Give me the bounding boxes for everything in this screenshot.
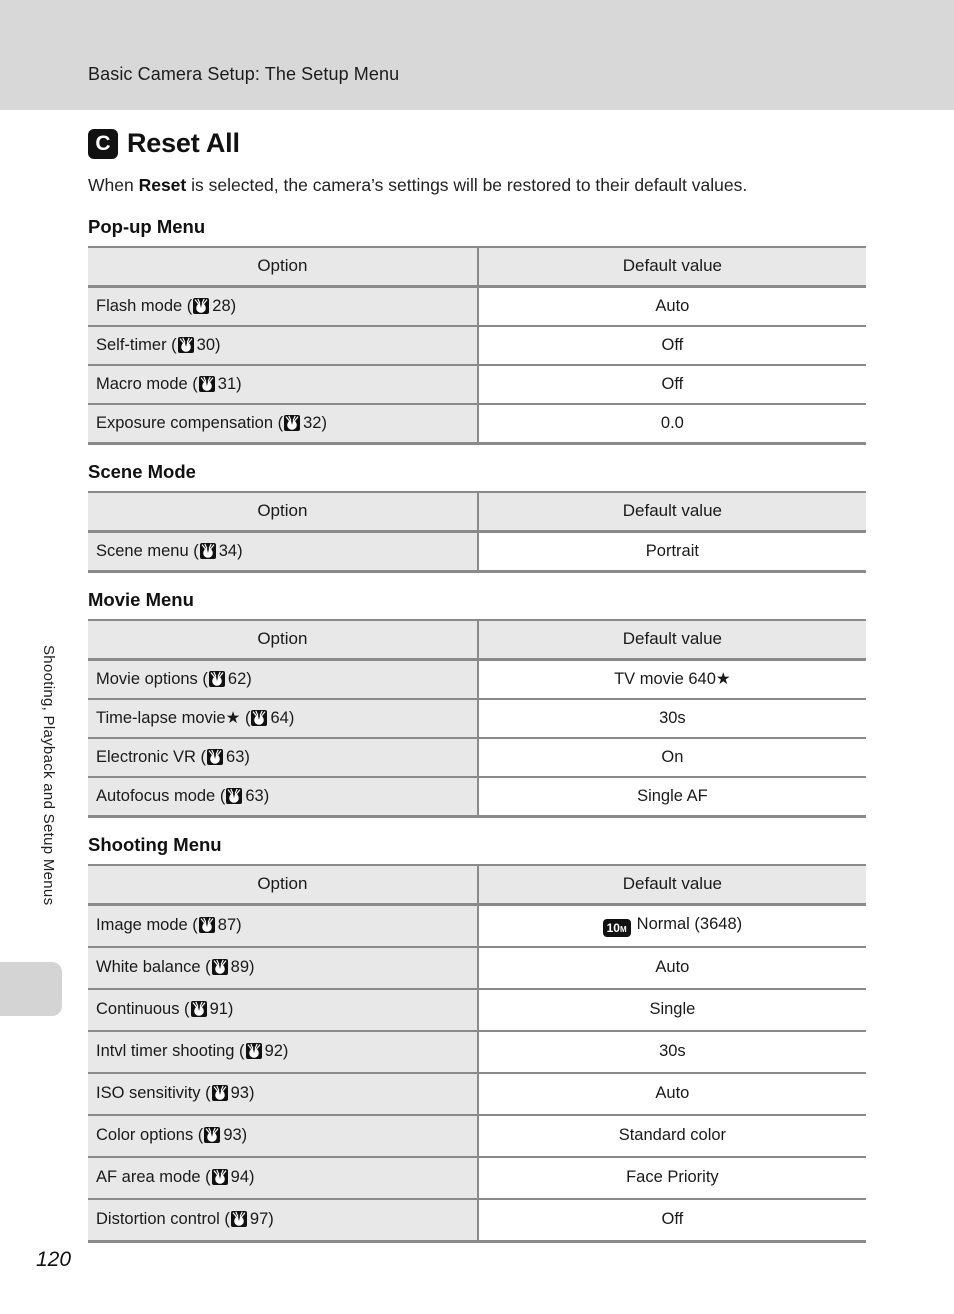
value-cell: [478, 738, 866, 777]
section-heading: Scene Mode: [88, 460, 196, 482]
option-label-suffix: ): [236, 374, 242, 393]
option-cell: [88, 699, 478, 738]
section-heading: Pop-up Menu: [88, 215, 206, 237]
value-text: Auto: [655, 958, 690, 976]
table-row: [88, 659, 866, 699]
option-cell: [88, 1031, 478, 1073]
option-label: Image mode (: [96, 916, 198, 934]
table-row: [88, 989, 866, 1031]
table-row: [88, 1073, 866, 1115]
page-ref-book-icon: [193, 298, 209, 314]
option-label-suffix: ): [282, 1042, 289, 1060]
option-cell: [88, 1157, 478, 1199]
defaults-table: [88, 619, 866, 818]
intro-prefix: When: [88, 175, 139, 195]
value-text: Standard color: [618, 1126, 727, 1144]
intro-bold-reset: Reset: [138, 175, 187, 195]
value-text: Face Priority: [626, 1168, 719, 1186]
option-cell: [88, 989, 478, 1031]
table-head: [88, 620, 866, 660]
table-body: [88, 904, 866, 1241]
table-head: [88, 247, 866, 287]
option-label-suffix: ): [263, 786, 270, 805]
image-mode-10m-icon: [603, 919, 631, 937]
page-number-ref: 63: [245, 786, 264, 805]
defaults-table: [88, 864, 866, 1243]
option-cell: [88, 365, 478, 404]
option-label-suffix: ): [246, 669, 252, 688]
option-label-suffix: ): [236, 916, 242, 934]
page-title: Reset All: [127, 128, 240, 158]
page-number-ref: 93: [230, 1084, 249, 1102]
option-label: Continuous (: [96, 1000, 190, 1018]
page-ref-book-icon: [199, 917, 215, 933]
page-ref-book-icon: [199, 376, 215, 392]
option-cell: [88, 404, 478, 444]
page-ref-book-icon: [212, 1169, 228, 1185]
value-cell: [478, 1073, 866, 1115]
option-label-suffix: ): [249, 958, 255, 976]
value-text: Off: [661, 335, 684, 354]
value-cell: [478, 365, 866, 404]
column-header-default: Default value: [478, 492, 866, 532]
image-mode-sub: M: [619, 924, 627, 934]
page-ref-book-icon: [200, 543, 216, 559]
page-number-ref: 93: [223, 1126, 242, 1144]
option-cell: [88, 1199, 478, 1242]
option-cell: [88, 777, 478, 817]
page-ref-book-icon: [209, 671, 225, 687]
defaults-table: [88, 246, 866, 445]
option-cell: [88, 326, 478, 365]
page-number-ref: 91: [209, 1000, 228, 1018]
running-header: Basic Camera Setup: The Setup Menu: [88, 64, 400, 84]
value-cell: [478, 904, 866, 947]
option-label-suffix: ): [215, 335, 221, 354]
table-head: [88, 865, 866, 905]
table-row: [88, 1199, 866, 1242]
value-text: On: [661, 747, 684, 766]
option-label: Color options (: [96, 1126, 204, 1144]
option-label-suffix: ): [237, 541, 243, 560]
page-number-ref: 30: [196, 335, 216, 354]
page-ref-book-icon: [191, 1001, 207, 1017]
table-row: [88, 326, 866, 365]
page-number-ref: 64: [270, 709, 289, 727]
option-label: Autofocus mode (: [96, 786, 226, 805]
value-cell: [478, 404, 866, 444]
page-content: [88, 128, 866, 1243]
value-text: Auto: [655, 1084, 690, 1102]
header-row: [88, 247, 866, 287]
page-number-ref: 94: [230, 1168, 249, 1186]
chapter-tab: [0, 962, 62, 1016]
value-text: Normal (3648): [636, 914, 743, 933]
page-number-ref: 87: [217, 916, 237, 934]
value-cell: [478, 1115, 866, 1157]
option-label-suffix: ): [241, 1126, 248, 1144]
value-cell: [478, 989, 866, 1031]
column-header-option: Option: [88, 620, 478, 660]
intro-paragraph: [88, 172, 788, 198]
value-cell: [478, 1157, 866, 1199]
table-row: [88, 738, 866, 777]
option-label: Exposure compensation (: [96, 413, 284, 432]
option-label: Movie options (: [96, 669, 208, 688]
table-body: [88, 531, 866, 571]
page-ref-book-icon: [231, 1211, 247, 1227]
value-text: 30s: [659, 708, 686, 727]
page-ref-book-icon: [204, 1127, 220, 1143]
title-row: [88, 128, 866, 159]
column-header-option: Option: [88, 247, 478, 287]
defaults-table: [88, 491, 866, 573]
option-label-suffix: ): [321, 413, 327, 432]
page-number-ref: 62: [227, 669, 247, 688]
page-number: 120: [36, 1248, 72, 1271]
table-body: [88, 659, 866, 816]
table-row: [88, 904, 866, 947]
header-row: [88, 620, 866, 660]
value-cell: [478, 1199, 866, 1242]
value-text: TV movie 640★: [614, 670, 731, 688]
value-text: Single AF: [637, 786, 708, 805]
header-band: [0, 0, 954, 110]
value-text: 30s: [659, 1042, 686, 1060]
option-label: ISO sensitivity (: [96, 1084, 211, 1102]
column-header-default: Default value: [478, 620, 866, 660]
table-row: [88, 1031, 866, 1073]
option-label: Distortion control (: [96, 1210, 230, 1228]
page-number-ref: 34: [218, 541, 238, 560]
value-text: Off: [661, 1210, 684, 1228]
table-head: [88, 492, 866, 532]
column-header-option: Option: [88, 492, 478, 532]
option-label-suffix: ): [288, 709, 295, 727]
value-text: Off: [661, 374, 684, 393]
page-number-ref: 31: [217, 374, 237, 393]
option-label: Self-timer (: [96, 335, 177, 354]
chapter-sidebar-label: Shooting, Playback and Setup Menus: [40, 645, 57, 906]
image-mode-number: 10: [606, 920, 620, 935]
value-cell: [478, 659, 866, 699]
option-cell: [88, 904, 478, 947]
page-number-ref: 32: [303, 413, 322, 432]
column-header-default: Default value: [478, 865, 866, 905]
page-ref-book-icon: [251, 710, 267, 726]
page-ref-book-icon: [212, 1085, 228, 1101]
option-label-suffix: ): [244, 747, 250, 766]
option-label: Time-lapse movie★ (: [96, 709, 251, 727]
option-label-suffix: ): [227, 1000, 234, 1018]
value-text: 0.0: [660, 413, 684, 432]
table-row: [88, 947, 866, 989]
option-cell: [88, 659, 478, 699]
table-row: [88, 1157, 866, 1199]
page-ref-book-icon: [207, 749, 223, 765]
table-row: [88, 777, 866, 817]
table-row: [88, 1115, 866, 1157]
value-cell: [478, 286, 866, 326]
option-cell: [88, 1073, 478, 1115]
option-cell: [88, 1115, 478, 1157]
option-label: Flash mode (: [96, 296, 193, 315]
page-ref-book-icon: [284, 415, 300, 431]
option-label: White balance (: [96, 958, 211, 976]
column-header-option: Option: [88, 865, 478, 905]
table-body: [88, 286, 866, 443]
option-label-suffix: ): [249, 1168, 255, 1186]
header-row: [88, 492, 866, 532]
option-cell: [88, 286, 478, 326]
table-row: [88, 699, 866, 738]
option-label: AF area mode (: [96, 1168, 211, 1186]
value-text: Single: [649, 1000, 696, 1018]
page-ref-book-icon: [226, 788, 242, 804]
value-cell: [478, 531, 866, 571]
page-ref-book-icon: [212, 959, 228, 975]
value-text: Auto: [655, 296, 690, 315]
page-number-ref: 97: [249, 1210, 269, 1228]
option-cell: [88, 531, 478, 571]
table-row: [88, 365, 866, 404]
option-cell: [88, 738, 478, 777]
option-label-suffix: ): [230, 296, 237, 315]
option-label: Macro mode (: [96, 374, 198, 393]
value-cell: [478, 777, 866, 817]
table-row: [88, 531, 866, 571]
option-label: Electronic VR (: [96, 747, 207, 766]
header-row: [88, 865, 866, 905]
sections: [88, 216, 866, 1243]
value-text: Portrait: [645, 541, 699, 560]
option-label-suffix: ): [268, 1210, 274, 1228]
option-cell: [88, 947, 478, 989]
value-cell: [478, 947, 866, 989]
option-label: Scene menu (: [96, 541, 199, 560]
table-row: [88, 286, 866, 326]
column-header-default: Default value: [478, 247, 866, 287]
intro-suffix: is selected, the camera’s settings will be restored to their default values.: [186, 175, 748, 195]
section-heading: Shooting Menu: [88, 833, 222, 855]
section-heading: Movie Menu: [88, 588, 194, 610]
table-row: [88, 404, 866, 444]
page-number-ref: 92: [264, 1042, 283, 1060]
option-label-suffix: ): [248, 1084, 255, 1102]
value-cell: [478, 1031, 866, 1073]
value-cell: [478, 699, 866, 738]
reset-all-icon: C: [88, 129, 118, 159]
page-ref-book-icon: [246, 1043, 262, 1059]
page-ref-book-icon: [178, 337, 194, 353]
page-number-ref: 89: [230, 958, 249, 976]
page-number-ref: 28: [212, 296, 231, 315]
page-number-ref: 63: [226, 747, 245, 766]
value-cell: [478, 326, 866, 365]
option-label: Intvl timer shooting (: [96, 1042, 245, 1060]
